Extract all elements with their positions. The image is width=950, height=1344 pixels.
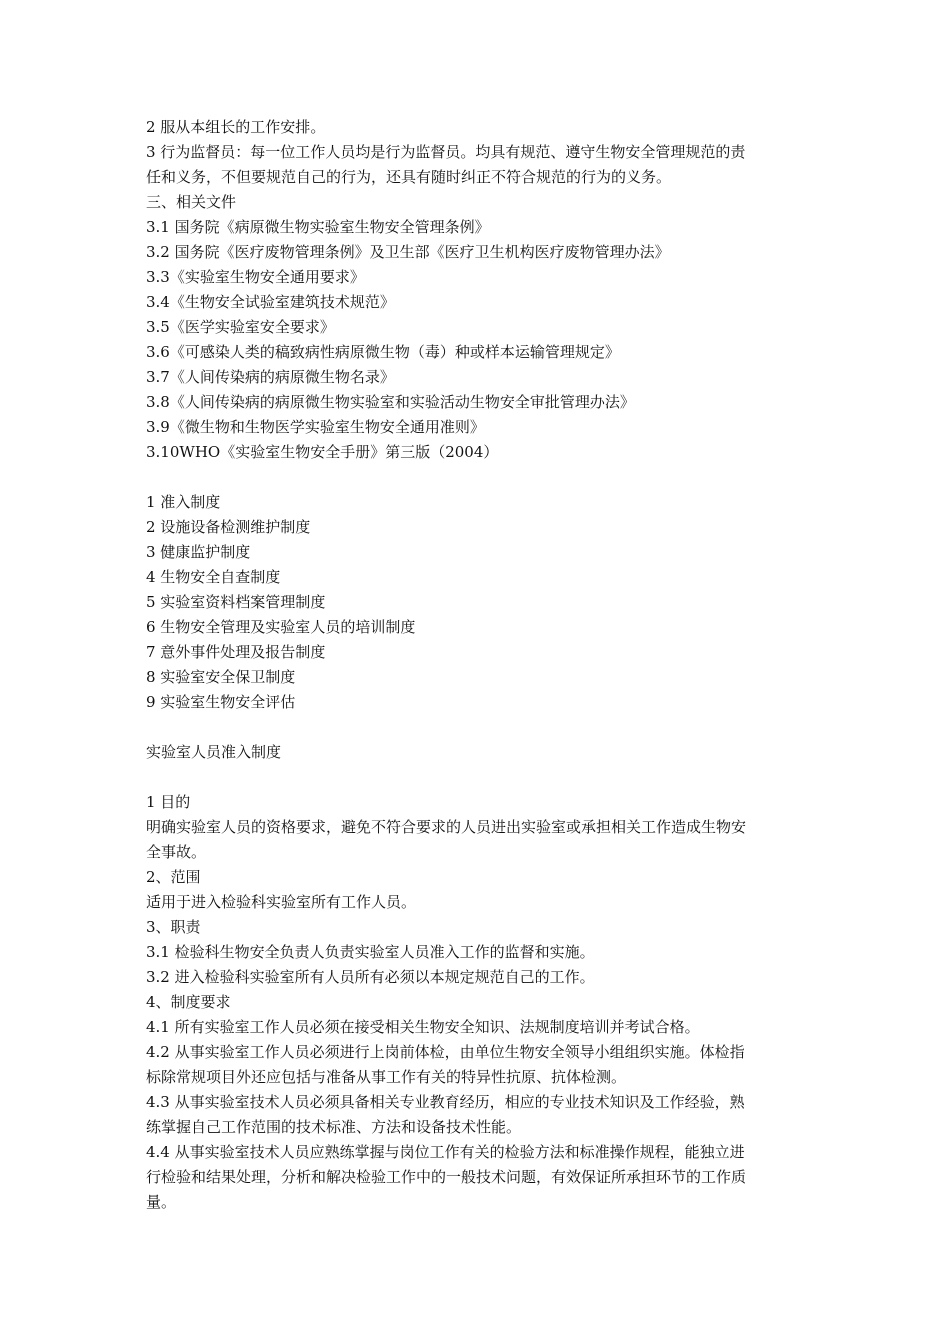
reference-item: 3.8《人间传染病的病原微生物实验室和实验活动生物安全审批管理办法》 bbox=[146, 393, 635, 411]
list-item: 5 实验室资料档案管理制度 bbox=[146, 593, 326, 611]
blank-line bbox=[146, 465, 810, 490]
text-line: 4.1 所有实验室工作人员必须在接受相关生物安全知识、法规制度培训并考试合格。 bbox=[146, 1018, 700, 1036]
section-heading: 三、相关文件 bbox=[146, 193, 237, 211]
document-section-1 bbox=[146, 115, 810, 465]
list-item: 2 设施设备检测维护制度 bbox=[146, 518, 311, 536]
list-item: 9 实验室生物安全评估 bbox=[146, 693, 296, 711]
section-heading: 2、范围 bbox=[146, 868, 201, 886]
text-line: 行检验和结果处理，分析和解决检验工作中的一般技术问题，有效保证所承担环节的工作质 bbox=[146, 1168, 747, 1186]
text-line: 4.4 从事实验室技术人员应熟练掌握与岗位工作有关的检验方法和标准操作规程，能独立进 bbox=[146, 1143, 745, 1161]
text-line: 练掌握自己工作范围的技术标准、方法和设备技术性能。 bbox=[146, 1118, 522, 1136]
text-line: 3.1 检验科生物安全负责人负责实验室人员准入工作的监督和实施。 bbox=[146, 943, 595, 961]
section-title: 实验室人员准入制度 bbox=[146, 743, 282, 761]
text-line: 3 行为监督员：每一位工作人员均是行为监督员。均具有规范、遵守生物安全管理规范的责 bbox=[146, 143, 746, 161]
list-item: 6 生物安全管理及实验室人员的培训制度 bbox=[146, 618, 416, 636]
list-item: 8 实验室安全保卫制度 bbox=[146, 668, 296, 686]
reference-item: 3.5《医学实验室安全要求》 bbox=[146, 318, 335, 336]
document-page bbox=[146, 115, 810, 1215]
section-heading: 4、制度要求 bbox=[146, 993, 231, 1011]
document-section-2 bbox=[146, 490, 810, 715]
text-line: 标除常规项目外还应包括与准备从事工作有关的特异性抗原、抗体检测。 bbox=[146, 1068, 627, 1086]
reference-item: 3.6《可感染人类的稿致病性病原微生物（毒）种或样本运输管理规定》 bbox=[146, 343, 620, 361]
reference-item: 3.2 国务院《医疗废物管理条例》及卫生部《医疗卫生机构医疗废物管理办法》 bbox=[146, 243, 670, 261]
section-heading: 3、职责 bbox=[146, 918, 201, 936]
text-line: 适用于进入检验科实验室所有工作人员。 bbox=[146, 893, 417, 911]
reference-item: 3.4《生物安全试验室建筑技术规范》 bbox=[146, 293, 395, 311]
text-line: 4.3 从事实验室技术人员必须具备相关专业教育经历，相应的专业技术知识及工作经验，熟 bbox=[146, 1093, 745, 1111]
text-line: 4.2 从事实验室工作人员必须进行上岗前体检，由单位生物安全领导小组组织实施。体检指 bbox=[146, 1043, 745, 1061]
text-line: 量。 bbox=[146, 1193, 177, 1211]
blank-line bbox=[146, 765, 810, 790]
list-item: 7 意外事件处理及报告制度 bbox=[146, 643, 326, 661]
reference-item: 3.3《实验室生物安全通用要求》 bbox=[146, 268, 365, 286]
blank-line bbox=[146, 715, 810, 740]
text-line: 明确实验室人员的资格要求，避免不符合要求的人员进出实验室或承担相关工作造成生物安 bbox=[146, 818, 747, 836]
list-item: 1 准入制度 bbox=[146, 493, 221, 511]
text-line: 3.2 进入检验科实验室所有人员所有必须以本规定规范自己的工作。 bbox=[146, 968, 595, 986]
reference-item: 3.7《人间传染病的病原微生物名录》 bbox=[146, 368, 395, 386]
reference-item: 3.1 国务院《病原微生物实验室生物安全管理条例》 bbox=[146, 218, 490, 236]
text-line: 全事故。 bbox=[146, 843, 207, 861]
reference-item: 3.9《微生物和生物医学实验室生物安全通用准则》 bbox=[146, 418, 485, 436]
document-section-3 bbox=[146, 790, 810, 1215]
section-heading: 1 目的 bbox=[146, 793, 191, 811]
list-item: 3 健康监护制度 bbox=[146, 543, 251, 561]
list-item: 4 生物安全自查制度 bbox=[146, 568, 281, 586]
reference-item: 3.10WHO《实验室生物安全手册》第三版（2004） bbox=[146, 443, 499, 461]
text-line: 2 服从本组长的工作安排。 bbox=[146, 118, 326, 136]
text-line: 任和义务，不但要规范自己的行为，还具有随时纠正不符合规范的行为的义务。 bbox=[146, 168, 672, 186]
